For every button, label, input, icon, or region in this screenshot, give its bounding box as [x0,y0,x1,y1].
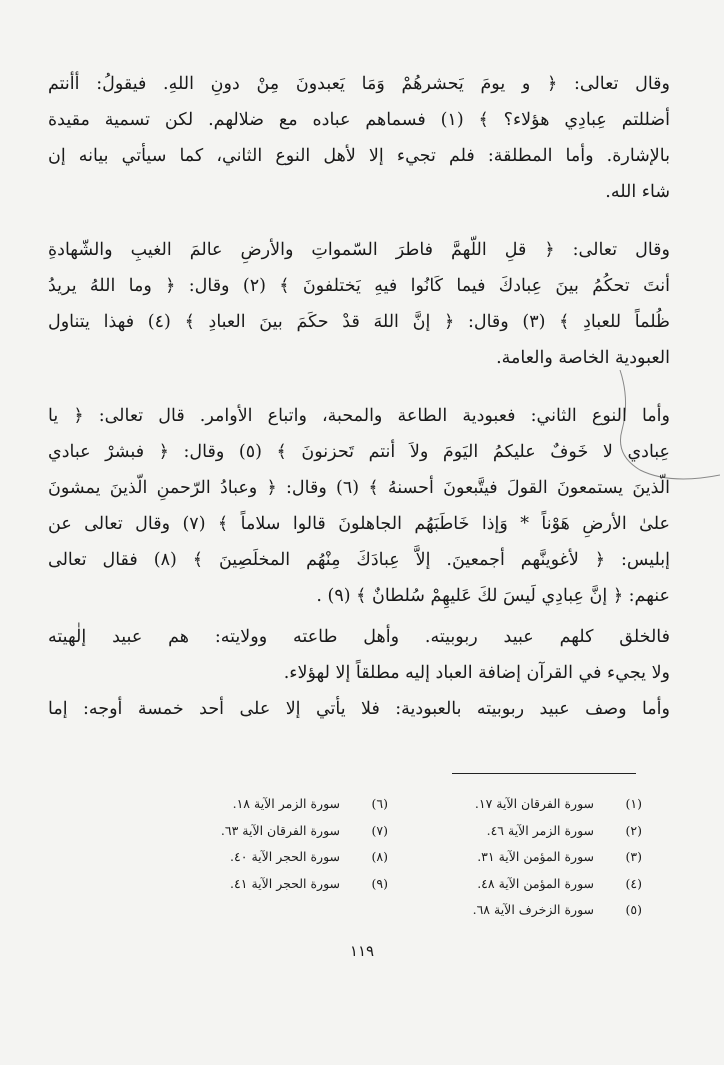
footnote-text: سورة المؤمن الآية ٤٨. [477,875,595,891]
footnote [120,871,388,898]
footnote-number: (٣) [625,849,642,864]
text-line: إبليس: ﴿ لأغوينَّهم أجمعينَ. إلاَّ عِبادَكَ مِنْهُم المخلَصِينَ ﴾ (٨) فقال تعالى [48,550,670,570]
footnote-text: سورة المؤمن الآية ٣١. [477,849,595,864]
paragraph-3 [48,398,670,614]
footnote-text: سورة الحجر الآية ٤٠. [230,849,341,864]
page-number: ١١٩ [349,942,375,960]
text-line: فالخلق كلهم عبيد ربوبيته. وأهل طاعته وولايته: هم عبيد إلٰهيته [48,627,670,647]
footnote [120,844,388,871]
text-line: العبودية الخاصة والعامة. [496,348,670,368]
text-line: وأما وصف عبيد ربوبيته بالعبودية: فلا يأتي إلا على أحد خمسة أوجه: إما [48,699,670,719]
footnote-number: (٨) [371,849,388,864]
footnote-number: (١) [625,796,642,811]
footnote-text: سورة الفرقان الآية ١٧. [474,796,595,811]
text-line: وقال تعالى: ﴿ و يومَ يَحشرهُمْ وَمَا يَعبدونَ مِنْ دونِ اللهِ. فيقولُ: أأنتم [48,74,670,94]
paragraph-2 [48,232,670,376]
footnote [380,897,642,924]
text-line: عنهم: ﴿ إنَّ عِبادِي لَيسَ لكَ عَليهِمْ سُلطانٌ ﴾ (٩) . [316,586,670,606]
footnote [380,791,642,818]
footnote [380,871,642,898]
text-line: عِبادي لا خَوفٌ عليكمُ اليَومَ ولاَ أنتم تَحزنونَ ﴾ (٥) وقال: ﴿ فبشرْ عبادي [48,442,670,462]
footnote-number: (٩) [371,875,388,891]
footnote-number: (٦) [371,796,388,811]
text-line: ولا يجيء في القرآن إضافة العباد إليه مطلقاً إلا لهؤلاء. [283,663,670,683]
footnote-text: سورة الزمر الآية ٤٦. [486,822,595,838]
text-line: أنتَ تحكُمُ بينَ عِبادكَ فيما كَانُوا فيهِ يَختلفونَ ﴾ (٢) وقال: ﴿ وما اللهُ يريدُ [48,276,670,296]
text-line: وقال تعالى: ﴿ قلِ اللّهمَّ فاطرَ السّمواتِ والأرضِ عالمَ الغيبِ والشّهادةِ [48,240,670,260]
footnote-number: (٤) [625,875,642,891]
footnote-number: (٢) [625,822,642,838]
footnote [380,818,642,845]
footnote-number: (٧) [371,822,388,838]
paragraph-1 [48,66,670,210]
footnote-number: (٥) [625,902,642,917]
footnote [120,818,388,845]
paragraph-4 [48,619,670,727]
footnote [120,791,388,818]
text-line: الّذينَ يستمعونَ القولَ فيتَّبعونَ أحسنهُ ﴾ (٦) وقال: ﴿ وعبادُ الرّحمنِ الّذينَ يمشونَ [48,478,670,498]
footnotes-right-column [380,791,642,924]
text-line: بالإشارة. وأما المطلقة: فلم تجيء إلا لأهل النوع الثاني، كما سيأتي بيانه إن [48,146,670,166]
footnote-divider [452,773,636,774]
footnotes-left-column [120,791,388,897]
text-line: ظُلماً للعبادِ ﴾ (٣) وقال: ﴿ إنَّ اللهَ قدْ حكَمَ بينَ العبادِ ﴾ (٤) فهذا يتناول [48,312,670,332]
footnote-text: سورة الزخرف الآية ٦٨. [472,902,595,917]
footnote-text: سورة الزمر الآية ١٨. [232,796,341,811]
footnote [380,844,642,871]
text-line: علىٰ الأرضِ هَوْناً * وَإذا خَاطَبَهُم الجاهلونَ قالوا سلاماً ﴾ (٧) وقال تعالى عن [48,514,670,534]
text-line: أضللتم عِبادِي هؤلاء؟ ﴾ (١) فسماهم عباده مع ضلالهم. لكن تسمية مقيدة [48,110,670,130]
text-line: وأما النوع الثاني: فعبودية الطاعة والمحبة، واتباع الأوامر. قال تعالى: ﴿ يا [48,406,670,426]
footnote-text: سورة الفرقان الآية ٦٣. [220,822,341,838]
footnote-text: سورة الحجر الآية ٤١. [230,875,341,891]
text-line: شاء الله. [605,182,670,202]
